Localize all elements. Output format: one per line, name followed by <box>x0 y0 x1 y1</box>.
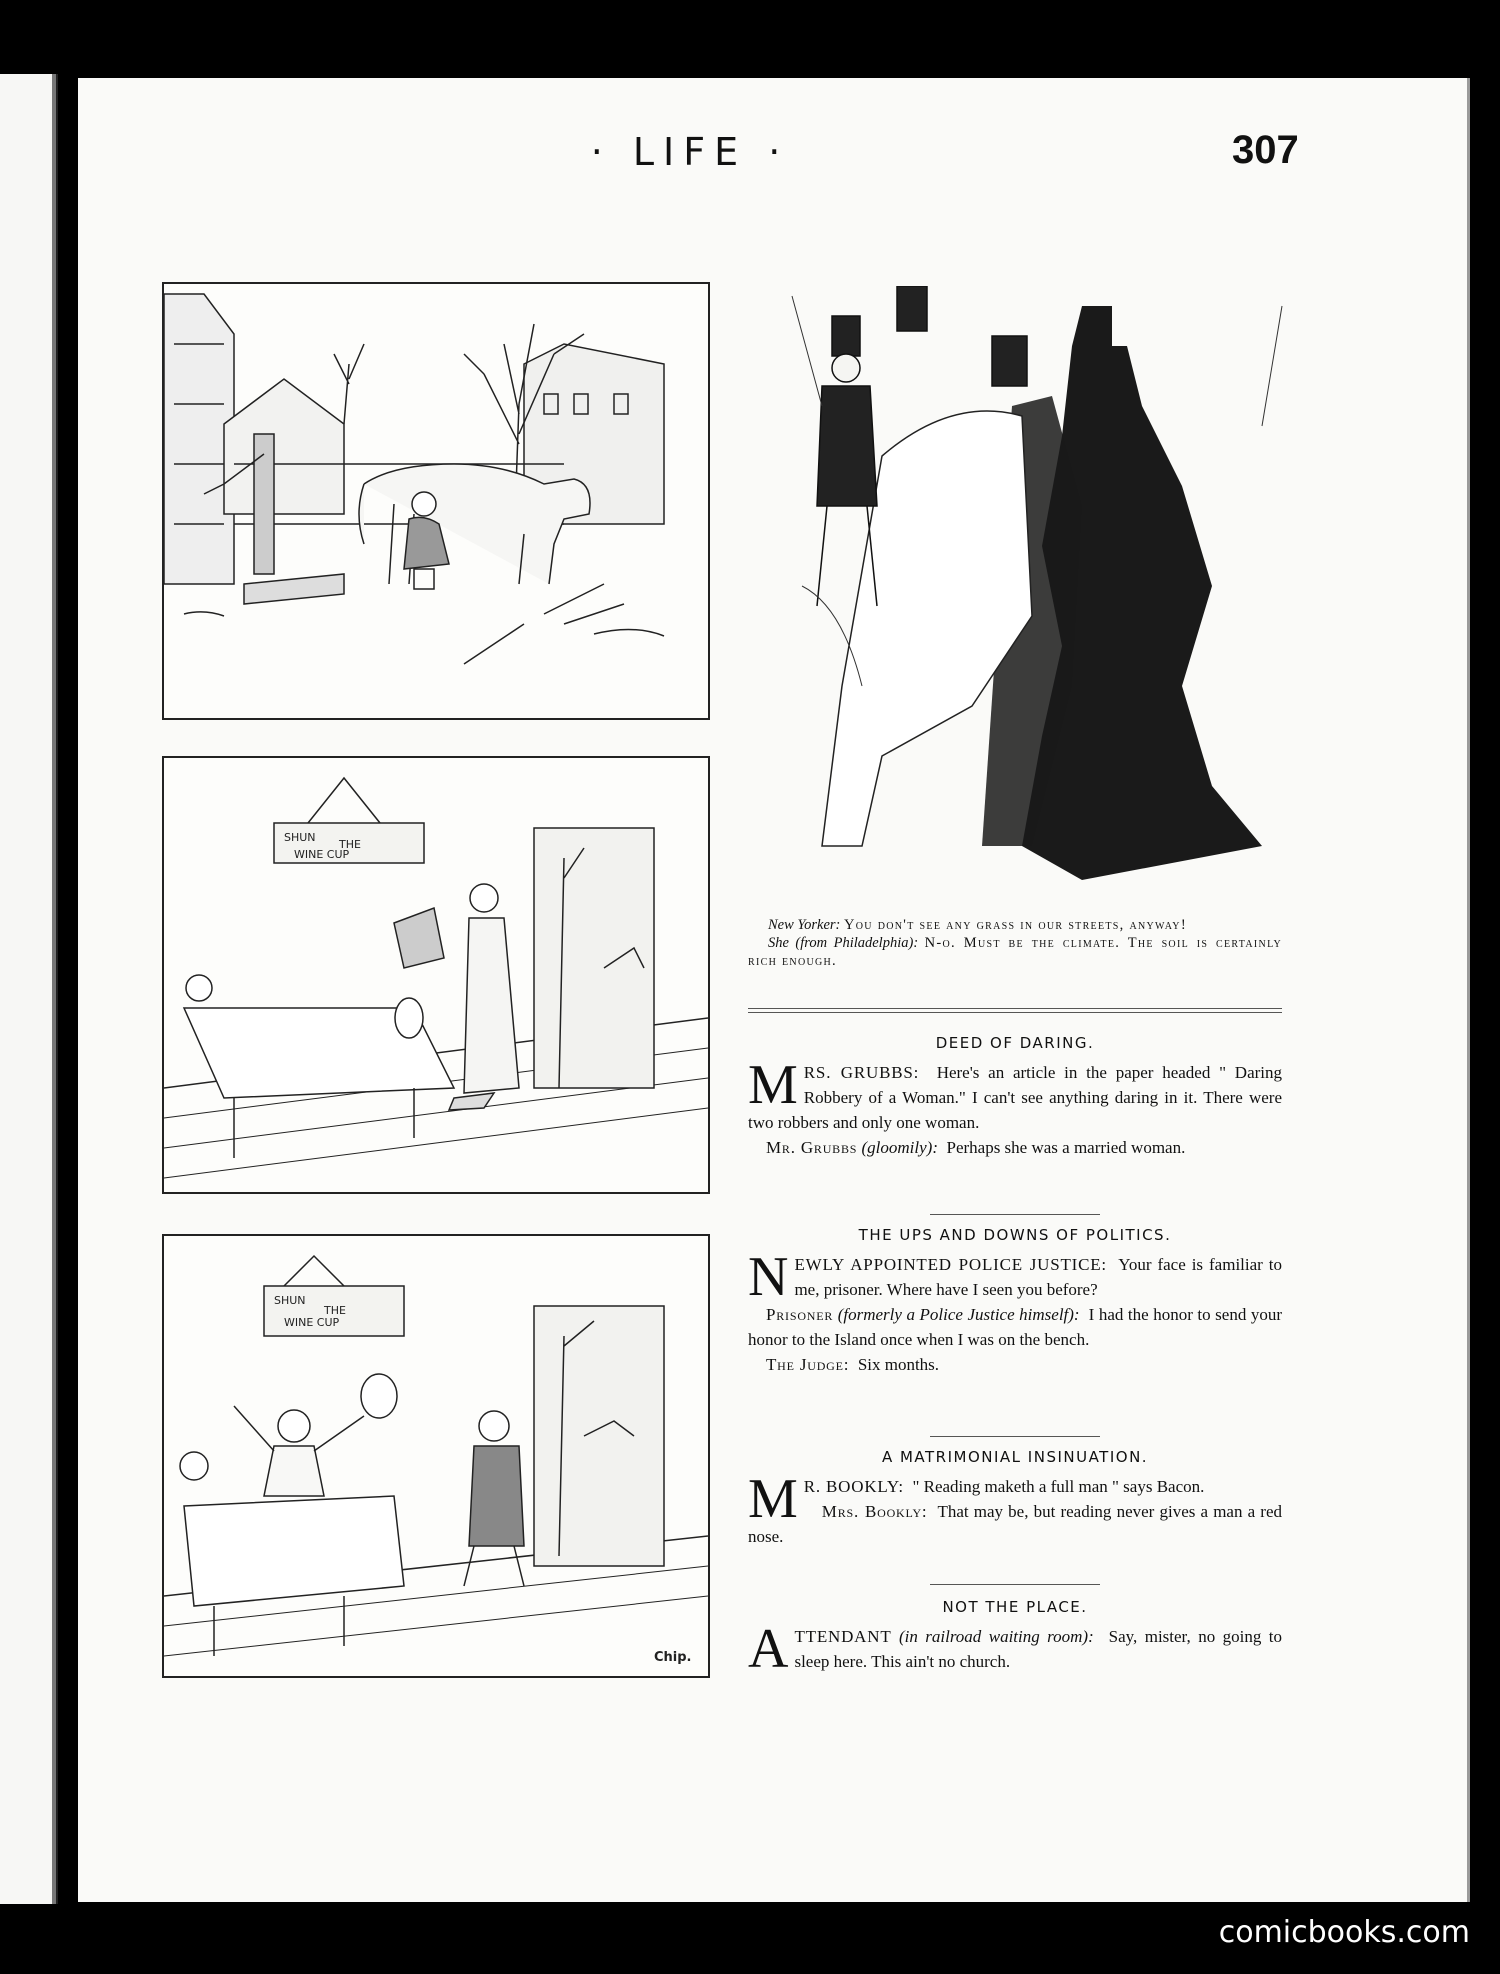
article-title: THE UPS AND DOWNS OF POLITICS. <box>858 1226 1172 1244</box>
caption-text-2: N-o. Must be the climate. The soil is certainly rich enough. <box>748 935 1283 969</box>
dialogue: That may be, but reading never gives a man a red nose. <box>748 1502 1282 1546</box>
sign-line-1: SHUN <box>274 1294 306 1307</box>
artist-signature: Chip. <box>654 1650 692 1665</box>
speaker: RS. GRUBBS: <box>803 1063 920 1082</box>
left-page-edge <box>0 74 58 1904</box>
article-paragraph-2 <box>748 1499 1282 1549</box>
dialogue: Perhaps she was a married woman. <box>946 1138 1186 1157</box>
farmyard-illustration <box>164 284 708 718</box>
article-matrimonial-insinuation <box>748 1448 1282 1549</box>
drop-cap: M <box>748 1054 798 1116</box>
aside: (in railroad waiting room): <box>898 1627 1094 1646</box>
caption-speaker-1: New Yorker: <box>768 917 841 933</box>
drop-cap: N <box>748 1246 789 1308</box>
dialogue: Six months. <box>857 1355 940 1374</box>
speaker: EWLY APPOINTED POLICE JUSTICE: <box>794 1255 1107 1274</box>
caption-text-1: You don't see any grass in our streets, anyway! <box>844 917 1187 933</box>
speaker: R. BOOKLY: <box>803 1477 904 1496</box>
article-paragraph-1 <box>748 1618 1283 1680</box>
panel-farmyard-milking <box>162 282 710 720</box>
aside: (formerly a Police Justice himself): <box>837 1305 1080 1324</box>
aside: (gloomily): <box>861 1138 938 1157</box>
section-divider <box>930 1436 1100 1437</box>
caption-line-2 <box>748 934 1282 970</box>
article-paragraph-1 <box>748 1246 1282 1308</box>
article-paragraph-3 <box>748 1352 1282 1377</box>
caption-speaker-2: She (from Philadelphia): <box>768 935 919 951</box>
illustration-men-by-tree <box>782 286 1302 880</box>
dialogue: I had the honor to send your honor to the Island once when I was on the bench. <box>748 1305 1283 1349</box>
double-rule <box>748 1008 1282 1013</box>
caption-line-1 <box>748 916 1282 934</box>
dialogue: " Reading maketh a full man " says Bacon. <box>912 1477 1205 1496</box>
page-number: 307 <box>1232 128 1299 172</box>
article-paragraph-2 <box>748 1135 1282 1160</box>
sign-line-3: WINE CUP <box>284 1316 340 1329</box>
celebration-illustration <box>164 1236 708 1676</box>
sign-line-2: THE <box>324 1304 346 1317</box>
dialogue: Say, mister, no going to sleep here. This ain't no church. <box>794 1627 1283 1671</box>
section-divider <box>930 1214 1100 1215</box>
page-edge <box>1467 78 1470 1902</box>
dialogue: Your face is familiar to me, prisoner. Where have I seen you before? <box>794 1255 1282 1299</box>
dialogue: Here's an article in the paper headed " Daring Robbery of a Woman." I can't see anything daring in it. There were two robbers and only one woman. <box>748 1063 1283 1132</box>
article-deed-of-daring <box>748 1034 1282 1160</box>
illustration-caption <box>748 916 1282 970</box>
site-watermark: comicbooks.com <box>1218 1915 1470 1950</box>
panel-shun-wine-cup-celebration <box>162 1234 710 1678</box>
panel-shun-wine-cup-pouring <box>162 756 710 1194</box>
article-title: DEED OF DARING. <box>935 1034 1095 1052</box>
speaker: TTENDANT <box>794 1627 892 1646</box>
article-not-the-place <box>748 1598 1283 1680</box>
drop-cap: A <box>748 1618 789 1680</box>
binding-shadow <box>52 74 56 1904</box>
article-paragraph-1 <box>748 1054 1283 1135</box>
speaker: Mrs. Bookly: <box>821 1502 928 1521</box>
article-ups-and-downs <box>748 1226 1282 1377</box>
masthead: · LIFE · <box>590 130 790 174</box>
drop-cap: M <box>748 1468 798 1530</box>
sign-line-1: SHUN <box>284 831 316 844</box>
article-paragraph-2 <box>748 1302 1282 1352</box>
pouring-illustration <box>164 758 708 1192</box>
speaker: Mr. Grubbs <box>766 1138 858 1157</box>
speaker: The Judge: <box>766 1355 850 1374</box>
sign-line-2: THE <box>339 838 361 851</box>
speaker: Prisoner <box>766 1305 834 1324</box>
article-title: NOT THE PLACE. <box>942 1598 1088 1616</box>
section-divider <box>930 1584 1100 1585</box>
article-title: A MATRIMONIAL INSINUATION. <box>881 1448 1149 1466</box>
men-by-tree-drawing <box>782 286 1302 880</box>
sign-line-3: WINE CUP <box>294 848 350 861</box>
